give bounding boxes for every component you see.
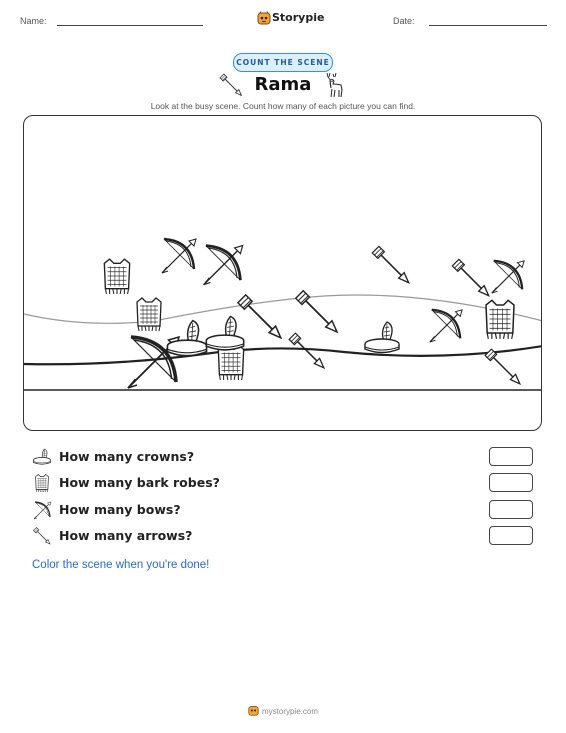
counting-scene[interactable] [23,115,542,431]
color-instruction: Color the scene when you're done! [32,559,210,571]
answer-box-crowns[interactable] [489,447,533,466]
date-line[interactable] [429,25,547,26]
question-text: How many bark robes? [59,475,220,490]
question-text: How many arrows? [59,528,193,543]
answer-box-bows[interactable] [489,500,533,519]
bark-robe [101,257,133,295]
arrow-icon [32,526,52,546]
date-label: Date: [393,16,415,26]
footer [0,705,566,716]
bow [426,306,464,344]
bark-robe [134,296,164,332]
bark-robe-icon [34,473,50,493]
arrow [369,243,413,287]
page-title: Rama [254,74,312,95]
bark-robe [482,298,518,340]
question-text: How many bows? [59,502,181,517]
crown [362,318,402,358]
answer-box-arrows[interactable] [489,526,533,545]
storypie-logo-icon [257,11,271,25]
name-line[interactable] [57,25,203,26]
arrow-icon [218,72,244,98]
question-text: How many crowns? [59,449,195,464]
bow [158,235,198,275]
name-label: Name: [20,16,47,26]
bow-icon [32,500,52,520]
arrow [449,256,493,300]
arrow [482,346,524,388]
crown-icon [32,447,52,467]
deer-icon [321,72,345,98]
footer-url[interactable]: mystorypie.com [261,707,318,716]
instructions: Look at the busy scene. Count how many of each picture you can find. [150,101,416,111]
answer-box-bark-robes[interactable] [489,473,533,492]
arrow [286,330,328,372]
storypie-logo-icon [248,705,259,716]
bow [199,241,245,287]
crown [203,312,247,356]
bow [488,257,526,295]
activity-badge: COUNT THE SCENE [233,53,333,72]
brand-name: Storypie [272,11,325,24]
